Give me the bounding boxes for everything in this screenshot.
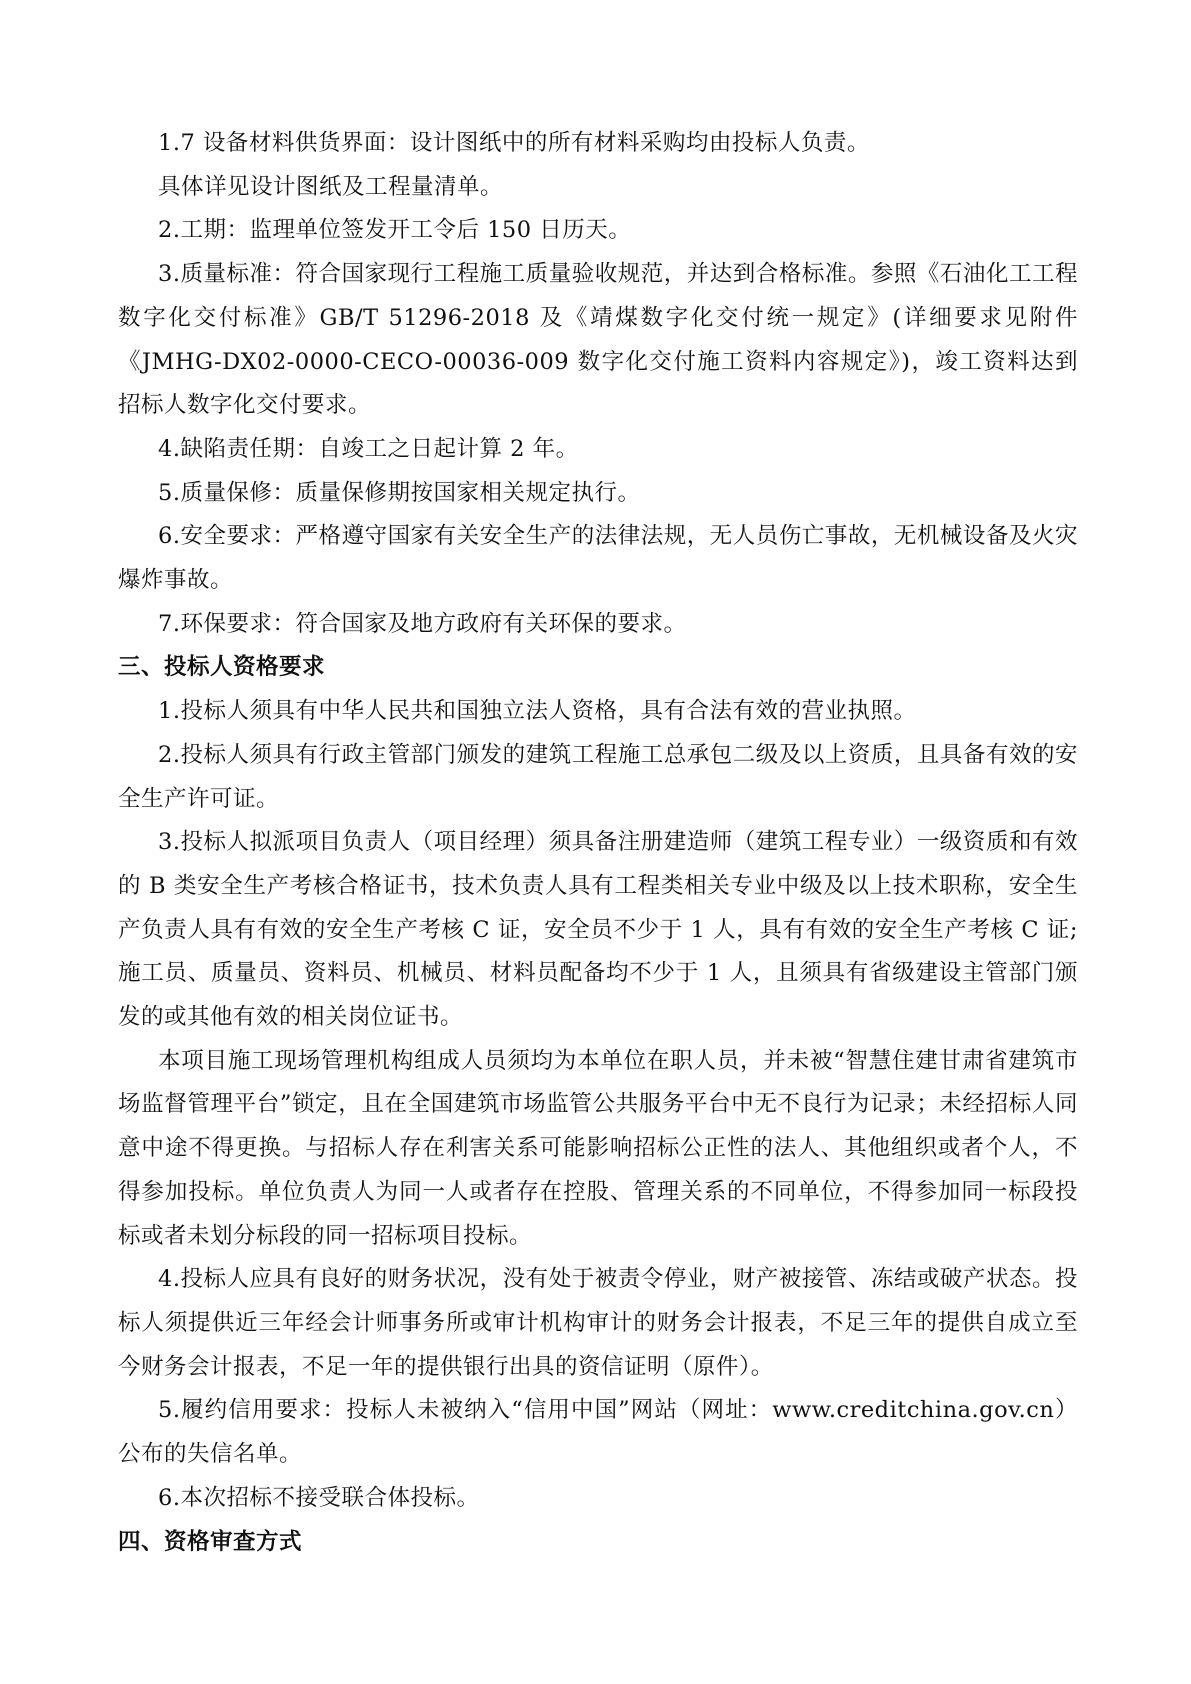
paragraph-construction-period: 2.工期：监理单位签发开工令后 150 日历天。 [158,217,632,244]
document-body [118,122,1078,1564]
paragraph-credit-requirement: 5.履约信用要求：投标人未被纳入“信用中国”网站（网址：www.creditchina.gov.cn）公布的失信名单。 [118,1397,1078,1468]
paragraph-defect-liability: 4.缺陷责任期：自竣工之日起计算 2 年。 [158,435,579,462]
paragraph-environmental-requirements: 7.环保要求：符合国家及地方政府有关环保的要求。 [158,610,687,637]
paragraph-material-supply: 1.7 设备材料供货界面：设计图纸中的所有材料采购均由投标人负责。 [158,130,870,156]
paragraph-safety-requirements: 6.安全要求：严格遵守国家有关安全生产的法律法规，无人员伤亡事故，无机械设备及火灾爆炸事故。 [118,523,1078,594]
section-heading-bidder-qualifications: 三、投标人资格要求 [118,654,326,681]
paragraph-qualification-grade: 2.投标人须具有行政主管部门颁发的建筑工程施工总承包二级及以上资质，且具备有效的安全生产许可证。 [118,741,1078,812]
paragraph-see-drawings: 具体详见设计图纸及工程量清单。 [158,173,504,200]
paragraph-legal-entity: 1.投标人须具有中华人民共和国独立法人资格，具有合法有效的营业执照。 [158,698,917,725]
paragraph-project-personnel: 3.投标人拟派项目负责人（项目经理）须具备注册建造师（建筑工程专业）一级资质和有效的 B 类安全生产考核合格证书，技术负责人具有工程类相关专业中级及以上技术职称，安全生产负责人具有有效的安全生产考核 C 证，安全员不少于 1 人，具有有效的安全生产考核 C 证;施工员、质量员、资料员、机械员、材料员配备均不少于 1 人，且须具有省级建设主管部门颁发的或其他有效的相关岗位证书。 [118,829,1078,1031]
paragraph-financial-status: 4.投标人应具有良好的财务状况，没有处于被责令停业，财产被接管、冻结或破产状态。投标人须提供近三年经会计师事务所或审计机构审计的财务会计报表，不足三年的提供自成立至今财务会计报表，不足一年的提供银行出具的资信证明（原件）。 [118,1266,1078,1380]
section-heading-qualification-review: 四、资格审查方式 [118,1528,303,1555]
paragraph-no-consortium: 6.本次招标不接受联合体投标。 [158,1484,480,1511]
paragraph-quality-warranty: 5.质量保修：质量保修期按国家相关规定执行。 [158,479,641,506]
paragraph-site-management: 本项目施工现场管理机构组成人员须均为本单位在职人员，并未被“智慧住建甘肃省建筑市场监督管理平台”锁定，且在全国建筑市场监管公共服务平台中无不良行为记录；未经招标人同意中途不得更换。与招标人存在利害关系可能影响招标公正性的法人、其他组织或者个人，不得参加投标。单位负责人为同一人或者存在控股、管理关系的不同单位，不得参加同一标段投标或者未划分标段的同一招标项目投标。 [118,1047,1078,1249]
paragraph-quality-standard: 3.质量标准：符合国家现行工程施工质量验收规范，并达到合格标准。参照《石油化工工程数字化交付标准》GB/T 51296-2018 及《靖煤数字化交付统一规定》(详细要求见附件《JMHG-DX02-0000-CECO-00036-009 数字化交付施工资料内容规定》)，竣工资料达到招标人数字化交付要求。 [118,261,1078,419]
